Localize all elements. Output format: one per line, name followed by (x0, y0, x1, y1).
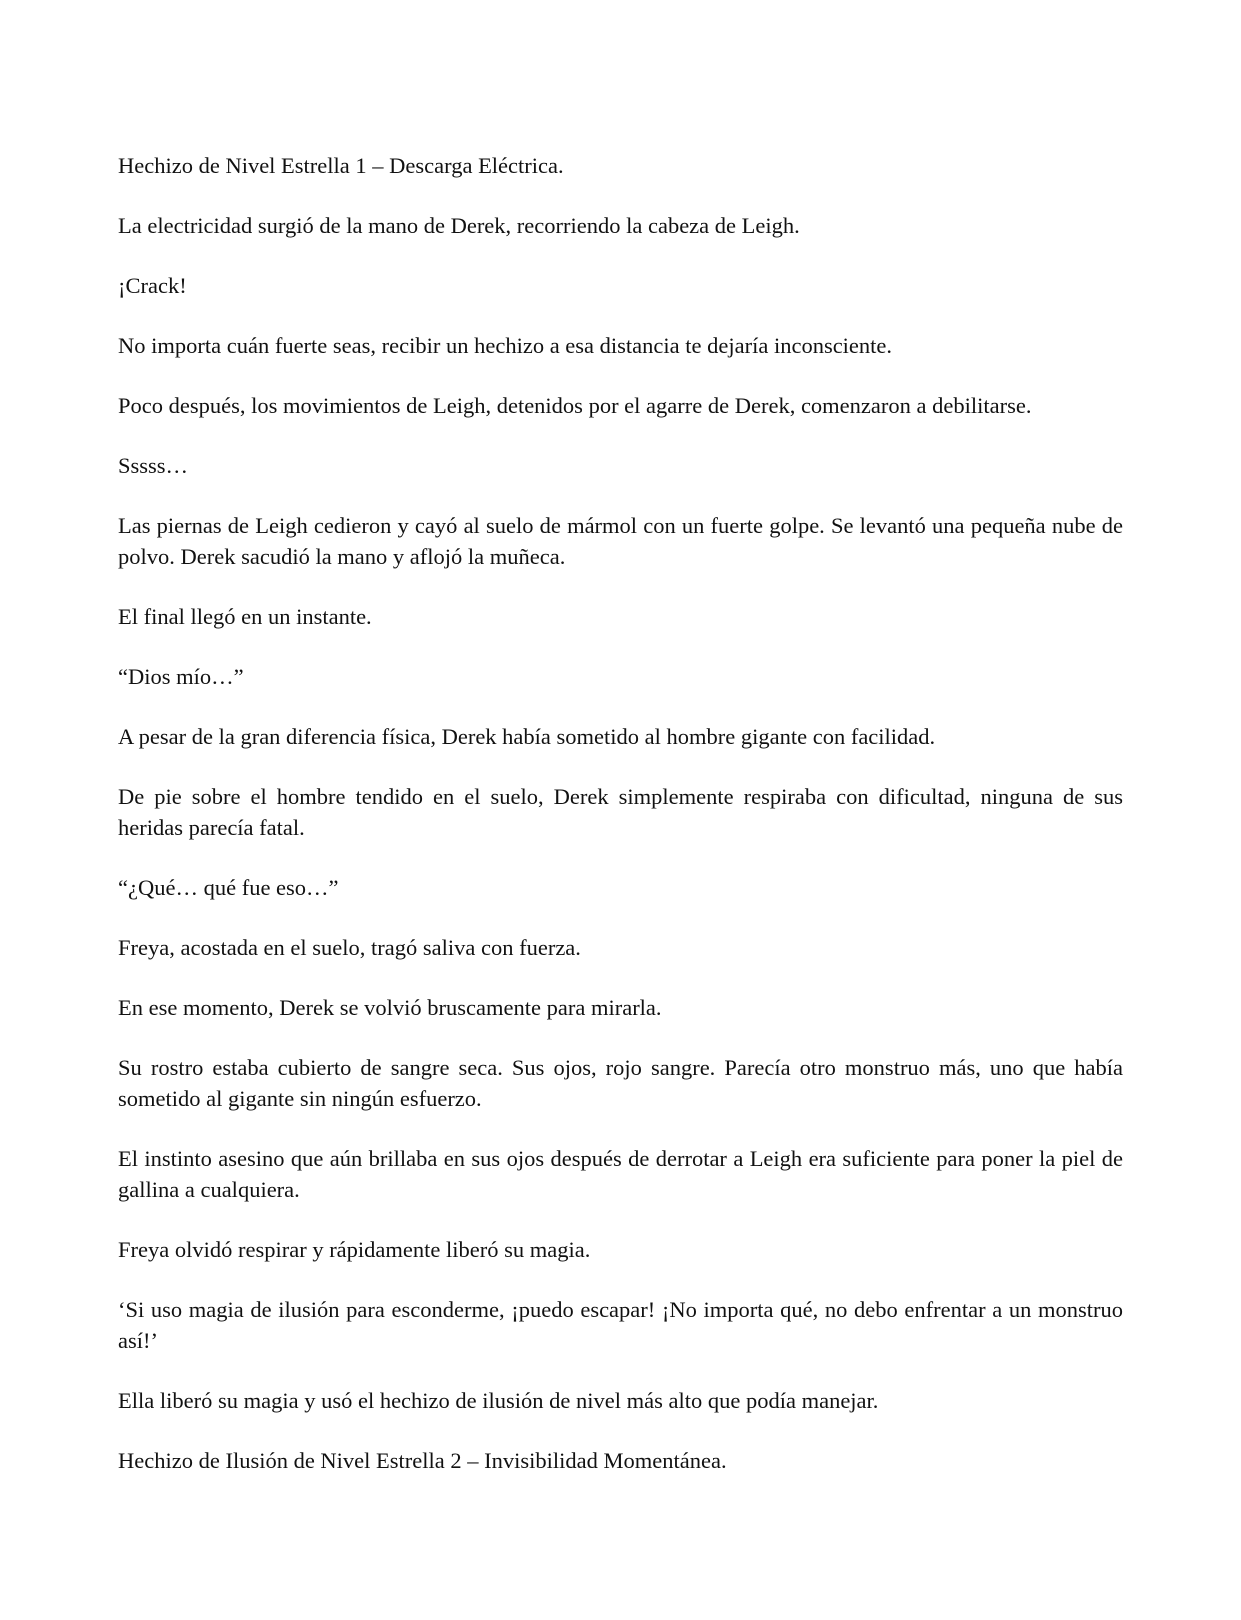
paragraph: No importa cuán fuerte seas, recibir un hechizo a esa distancia te dejaría inconsciente. (118, 333, 893, 358)
paragraph: Poco después, los movimientos de Leigh, detenidos por el agarre de Derek, comenzaron a debilitarse. (118, 393, 1032, 418)
paragraph: En ese momento, Derek se volvió bruscamente para mirarla. (118, 995, 662, 1020)
paragraph: “¿Qué… qué fue eso…” (118, 875, 339, 900)
paragraph: El final llegó en un instante. (118, 604, 372, 629)
paragraph: Hechizo de Nivel Estrella 1 – Descarga Eléctrica. (118, 153, 564, 178)
paragraph: El instinto asesino que aún brillaba en sus ojos después de derrotar a Leigh era suficiente para poner la piel de gallina a cualquiera. (118, 1146, 1123, 1202)
paragraph: De pie sobre el hombre tendido en el suelo, Derek simplemente respiraba con dificultad, ninguna de sus heridas parecía fatal. (118, 784, 1123, 840)
paragraph: “Dios mío…” (118, 664, 244, 689)
paragraph: Ella liberó su magia y usó el hechizo de ilusión de nivel más alto que podía manejar. (118, 1388, 879, 1413)
paragraph: Hechizo de Ilusión de Nivel Estrella 2 – Invisibilidad Momentánea. (118, 1448, 727, 1473)
paragraph: Las piernas de Leigh cedieron y cayó al suelo de mármol con un fuerte golpe. Se levantó una pequeña nube de polvo. Derek sacudió la mano y aflojó la muñeca. (118, 513, 1123, 569)
document-body (118, 150, 1123, 1505)
paragraph: La electricidad surgió de la mano de Derek, recorriendo la cabeza de Leigh. (118, 213, 800, 238)
paragraph: A pesar de la gran diferencia física, Derek había sometido al hombre gigante con facilidad. (118, 724, 936, 749)
paragraph: Sssss… (118, 453, 189, 478)
paragraph: ‘Si uso magia de ilusión para esconderme, ¡puedo escapar! ¡No importa qué, no debo enfrentar a un monstruo así!’ (118, 1297, 1123, 1353)
paragraph: Su rostro estaba cubierto de sangre seca. Sus ojos, rojo sangre. Parecía otro monstruo más, uno que había sometido al gigante sin ningún esfuerzo. (118, 1055, 1123, 1111)
paragraph: ¡Crack! (118, 273, 187, 298)
paragraph: Freya olvidó respirar y rápidamente liberó su magia. (118, 1237, 591, 1262)
paragraph: Freya, acostada en el suelo, tragó saliva con fuerza. (118, 935, 581, 960)
